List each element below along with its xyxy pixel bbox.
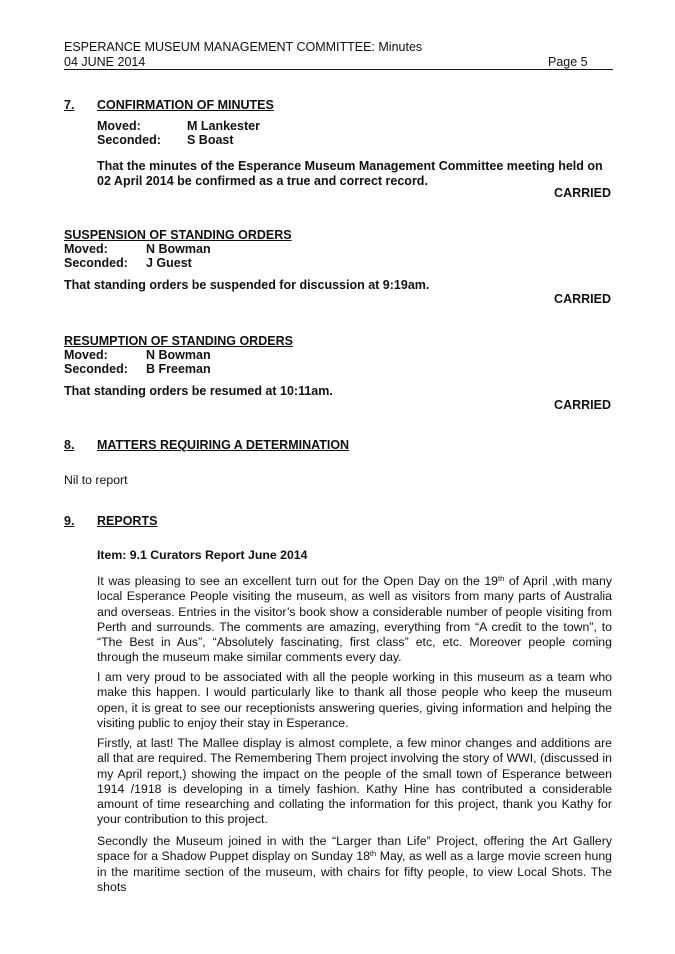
section-7-result: CARRIED [554, 186, 611, 200]
resumption-moved-name: N Bowman [146, 348, 211, 362]
section-7-seconded-label: Seconded: [97, 133, 161, 147]
section-8-body: Nil to report [64, 473, 128, 487]
suspension-moved-name: N Bowman [146, 242, 211, 256]
report-paragraph-1-end: of April ,with many local Esperance People visiting the museum, as well as visitors from many parts of Australia and overseas. Entries in the visitor’s book show a considerable number of people visiting from Perth and surrounds. The comments are amazing, everything from “A credit to the town”, to “The Best in Aus”, “Absolutely fascinating, first class” etc, etc. Moreover people coming through the museum make similar comments every day. [97, 574, 612, 665]
resumption-seconded-label: Seconded: [64, 362, 128, 376]
document-header-date: 04 JUNE 2014 [64, 55, 146, 69]
suspension-seconded-label: Seconded: [64, 256, 128, 270]
suspension-moved-label: Moved: [64, 242, 108, 256]
report-paragraph-4 [97, 834, 612, 895]
report-paragraph-3: Firstly, at last! The Mallee display is almost complete, a few minor changes and additions are all that are required. The Remembering Them project involving the story of WWI, (discussed in my April report,) showing the impact on the people of the small town of Esperance between 1914 /1918 is developing in a timely fashion. Kathy Hine has contributed a considerable amount of time researching and collating the information for this project, thank you Kathy for your contribution to this project. [97, 736, 612, 827]
section-9-number: 9. [64, 514, 75, 528]
report-paragraph-1 [97, 574, 612, 666]
page-number: Page 5 [548, 55, 588, 69]
report-paragraph-4-superscript: th [369, 849, 377, 859]
report-paragraph-1-start: It was pleasing to see an excellent turn out for the Open Day on the 19 [97, 574, 499, 588]
report-paragraph-2: I am very proud to be associated with all the people working in this museum as a team who make this happen. I would particularly like to thank all those people who keep the museum open, it is great to see our receptionists answering queries, giving information and helping the visiting public to enjoy their stay in Esperance. [97, 670, 612, 730]
resumption-motion: That standing orders be resumed at 10:11am. [64, 384, 333, 398]
resumption-result: CARRIED [554, 398, 611, 412]
section-7-moved-name: M Lankester [187, 119, 260, 133]
resumption-title: RESUMPTION OF STANDING ORDERS [64, 334, 293, 348]
section-7-number: 7. [64, 98, 75, 112]
report-paragraph-4-start: Secondly the Museum joined in with the “Larger than Life” Project, offering the Art Gallery space for a Shadow Puppet display on Sunday 18 [97, 834, 612, 864]
report-item-title: Item: 9.1 Curators Report June 2014 [97, 548, 308, 562]
document-header-title: ESPERANCE MUSEUM MANAGEMENT COMMITTEE: Minutes [64, 40, 423, 54]
suspension-seconded-name: J Guest [146, 256, 192, 270]
resumption-seconded-name: B Freeman [146, 362, 211, 376]
suspension-result: CARRIED [554, 292, 611, 306]
header-rule [64, 69, 613, 70]
suspension-title: SUSPENSION OF STANDING ORDERS [64, 228, 292, 242]
suspension-motion: That standing orders be suspended for discussion at 9:19am. [64, 278, 430, 292]
section-7-seconded-name: S Boast [187, 133, 234, 147]
section-7-motion: That the minutes of the Esperance Museum Management Committee meeting held on 02 April 2014 be confirmed as a true and correct record. [97, 159, 603, 188]
section-8-number: 8. [64, 438, 75, 452]
report-paragraph-4-end: May, as well as a large movie screen hung in the maritime section of the museum, with chairs for fifty people, to view Local Shots. The shots [97, 849, 613, 894]
section-7-moved-label: Moved: [97, 119, 141, 133]
section-8-title: MATTERS REQUIRING A DETERMINATION [97, 438, 350, 452]
section-9-title: REPORTS [97, 514, 158, 528]
report-paragraph-1-superscript: th [498, 574, 505, 583]
section-7-title: CONFIRMATION OF MINUTES [97, 98, 274, 112]
resumption-moved-label: Moved: [64, 348, 108, 362]
